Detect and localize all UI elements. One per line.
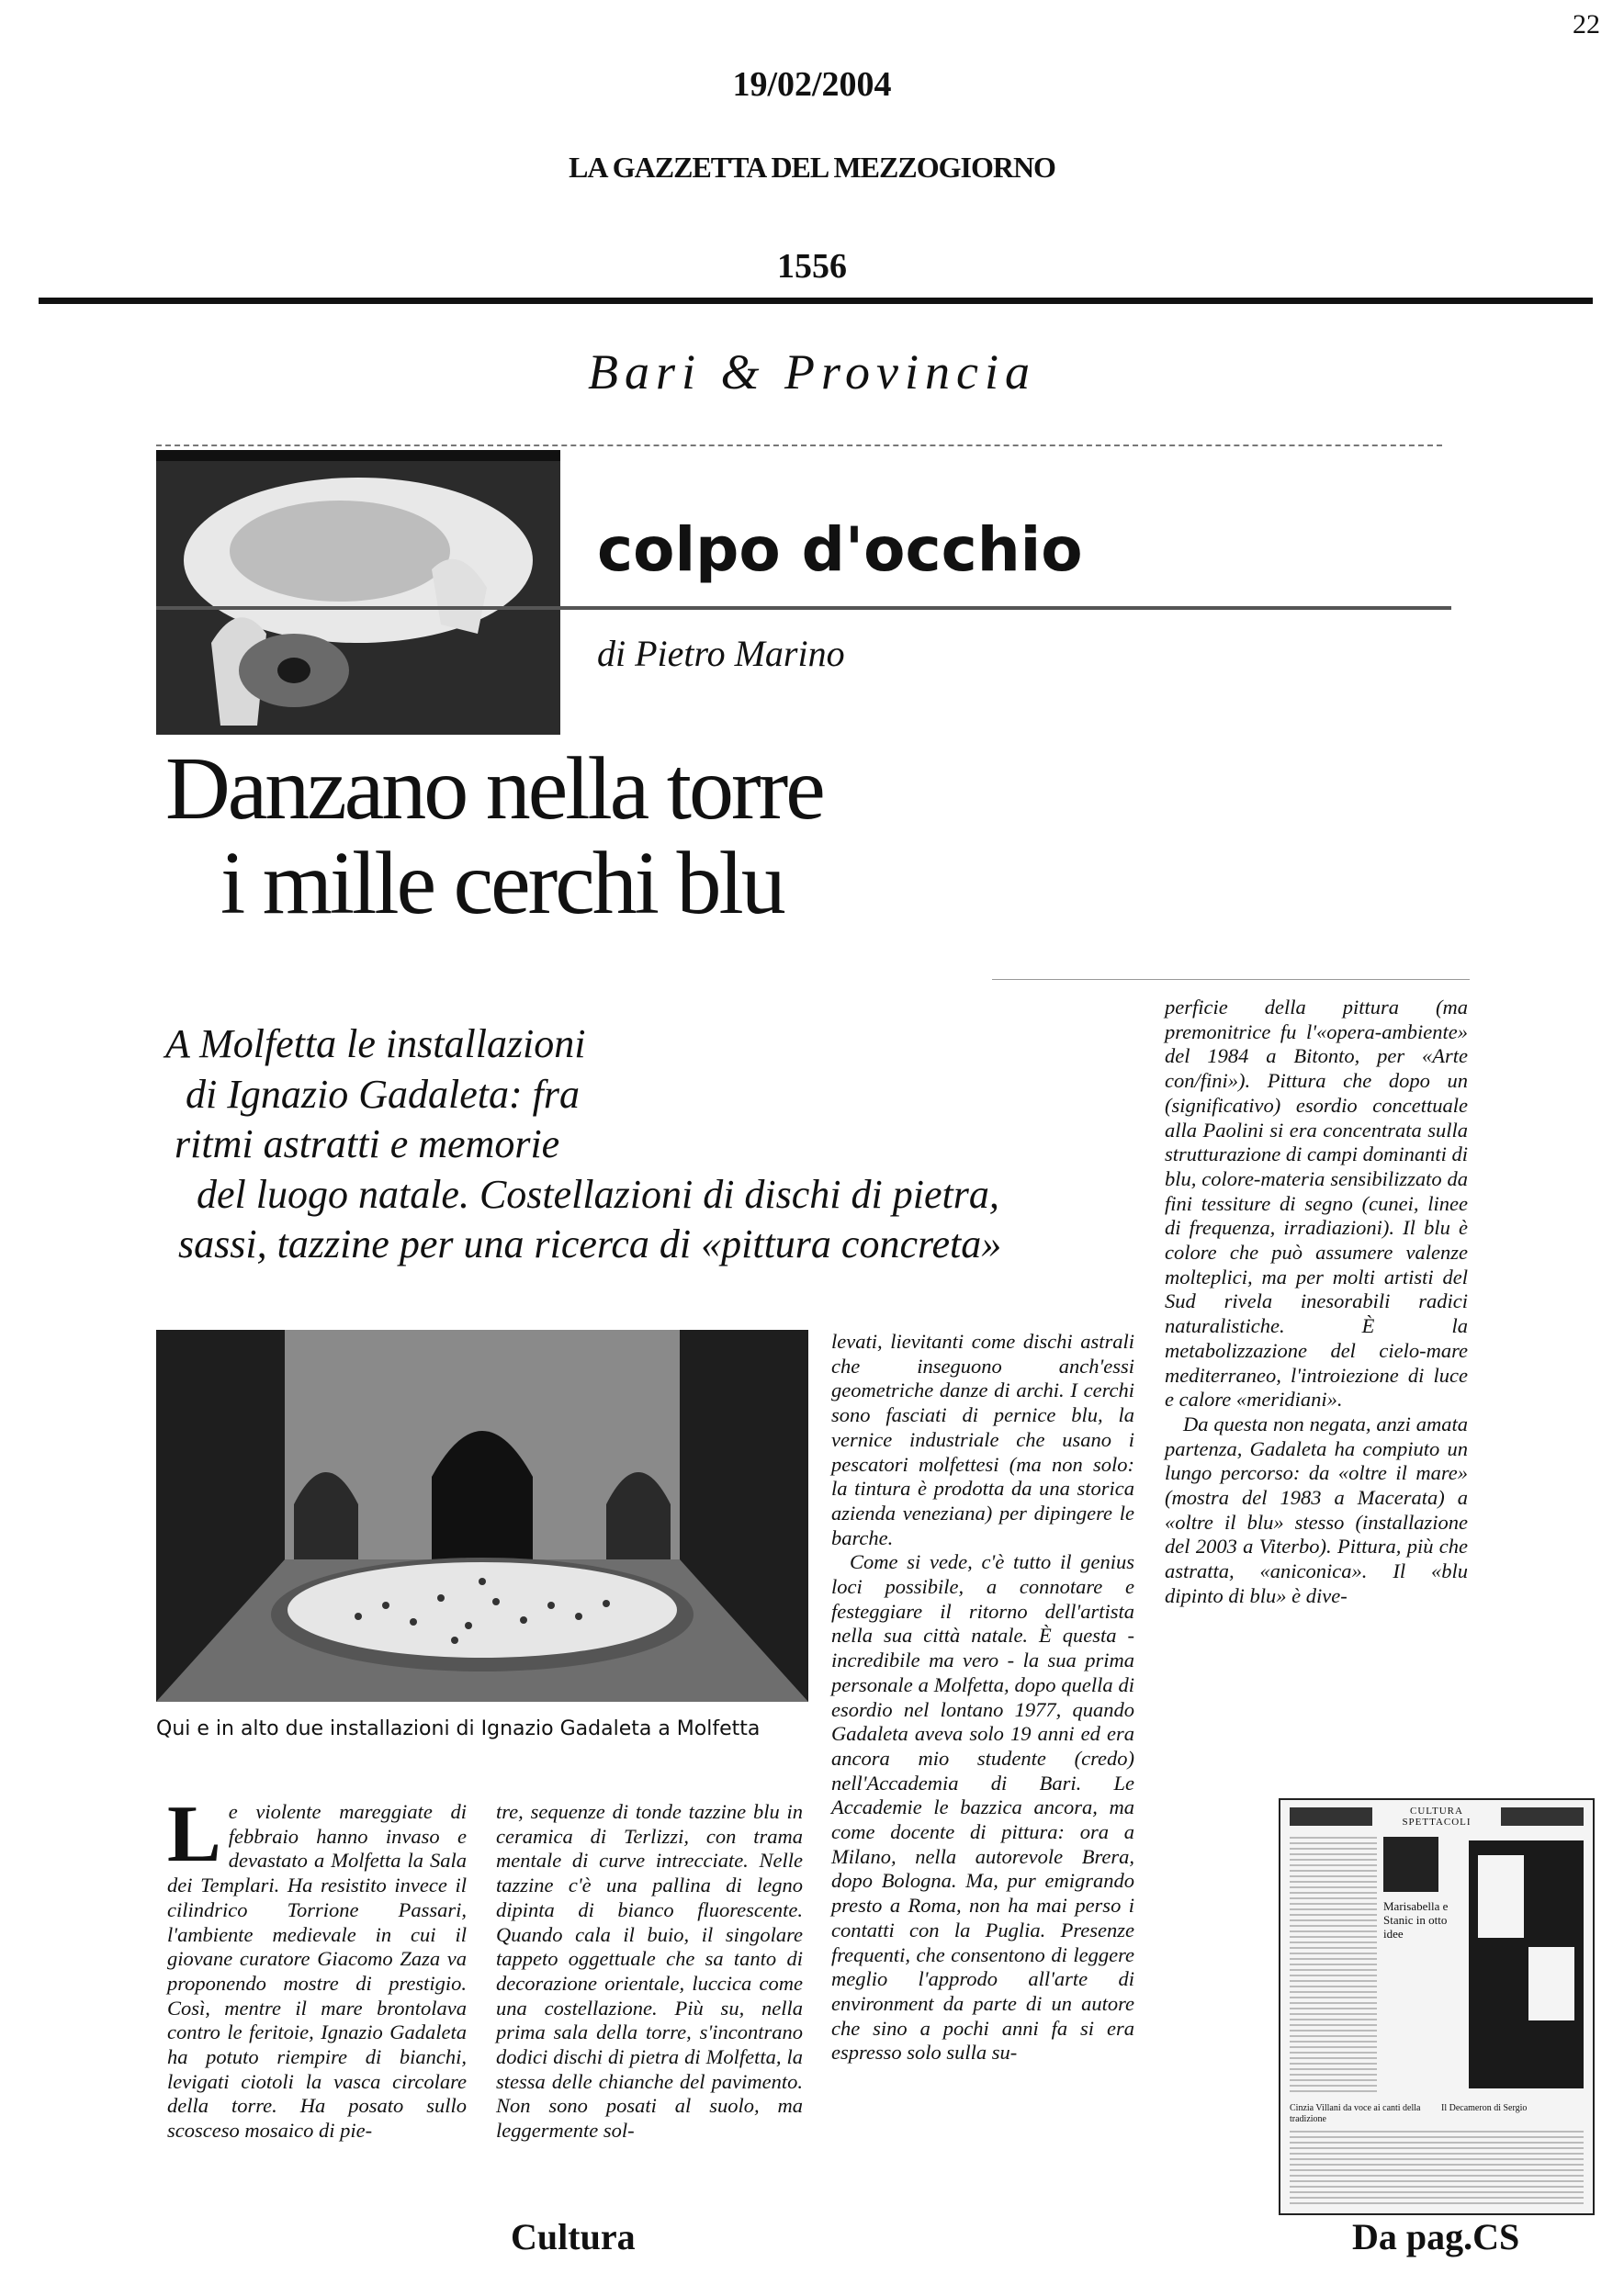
column-3-paragraph-1: levati, lievitanti come dischi astrali che inseguono anch'essi geometriche danze di archi. I cerchi sono fasciati di pernice blu, la vernice industriale che usano i pescatori molfettesi (ma non solo: la tintura è prodotta da una storica azienda veneziana) per dipingere le barche.	[831, 1330, 1134, 1549]
page-number: 22	[1573, 9, 1600, 39]
headline-line-1: Danzano nella torre	[165, 739, 823, 838]
thumbnail-text-column	[1290, 1837, 1377, 2094]
thumbnail-bottom-text	[1290, 2131, 1584, 2204]
article-column-4	[1165, 996, 1468, 1609]
footer-source: Da pag.CS	[1352, 2216, 1520, 2257]
section-title: Bari & Provincia	[588, 344, 1036, 400]
thumbnail-headline-2: Cinzia Villani da voce ai canti della tradizione	[1290, 2103, 1421, 2124]
subtitle-line: A Molfetta le installazioni	[165, 1021, 586, 1066]
right-column-rule	[992, 979, 1470, 980]
article-headline	[165, 739, 823, 933]
rubric-illustration-graphic	[156, 450, 560, 735]
thumbnail-headline-3: Il Decameron di Sergio	[1441, 2103, 1528, 2113]
issue-number: 1556	[777, 247, 847, 286]
rubric-top-rule	[156, 445, 1442, 446]
subtitle-line: sassi, tazzine per una ricerca di «pittura concreta»	[178, 1221, 1002, 1267]
column-2-text: tre, sequenze di tonde tazzine blu in ceramica di Terlizzi, con trama mentale di curve intrecciate. Nelle tazzine c'è una pallina di legno dipinta di bianco fluorescente. Quando cala il buio, il singolare tappeto oggettuale che sa tanto di decorazione orientale, luccica come una costellazione. Più su, nella prima sala della torre, s'incontrano dodici dischi di pietra di Molfetta, la stessa delle chianche del pavimento. Non sono posati al suolo, ma leggermente sol-	[496, 1800, 803, 2143]
photo-caption: Qui e in alto due installazioni di Ignazio Gadaleta a Molfetta	[156, 1717, 761, 1740]
installation-photo	[156, 1330, 808, 1702]
subtitle-line: del luogo natale. Costellazioni di dischi di pietra,	[197, 1171, 999, 1217]
rubric-title: colpo d'occhio	[597, 514, 1083, 585]
footer-section: Cultura	[511, 2216, 636, 2257]
column-1-text: e violente mareggiate di febbraio hanno invaso e devastato a Molfetta la Sala dei Templari. Ha resistito invece il cilindrico Torrione Passari, l'ambiente medievale in cui il giovane curatore Giacomo Zaza va proponendo mostre di prestigio. Così, mentre il mare brontolava contro le feritoie, Ignazio Gadaleta ha potuto riempire di bianchi, levigati ciotoli la vasca circolare della torre. Ha posato sullo scosceso mosaico di pie-	[167, 1800, 467, 2143]
column-4-paragraph-2: Da questa non negata, anzi amata partenza, Gadaleta ha compiuto un lungo percorso: da «oltre il mare» (mostra del 1983 a Macerata) a «oltre il blu» stesso (installazione del 2003 a Viterbo). Pittura, più che astratta, «aniconica». Il «blu dipinto di blu» è dive-	[1165, 1412, 1468, 1607]
drop-cap: L	[167, 1790, 221, 1879]
newspaper-name: LA GAZZETTA DEL MEZZOGIORNO	[569, 151, 1055, 184]
rubric-rule	[156, 606, 1451, 610]
column-3-paragraph-2: Come si vede, c'è tutto il genius loci possibile, a connotare e festeggiare il ritorno dell'artista nella sua città natale. È questa - incredibile ma vero - la sua prima personale a Molfetta, dopo quella di esordio nel lontano 1977, quando Gadaleta aveva solo 19 anni ed era ancora mio studente (credo) nell'Accademia di Bari. Le Accademie le bazzica ancora, ma come docente di pittura: ora a Milano, nella autorevole Brera, dopo Bologna. Ma, pur emigrando presto a Roma, non ha mai perso i contatti con la Puglia. Presenze frequenti, che consentono di leggere meglio l'approdo all'arte di environment da parte di un autore che sino a pochi anni fa si era espresso solo sulla su-	[831, 1550, 1134, 2065]
subtitle-line: di Ignazio Gadaleta: fra	[186, 1071, 580, 1117]
article-byline: di Pietro Marino	[597, 633, 845, 674]
thumbnail-masthead-right	[1501, 1807, 1584, 1826]
thumbnail-section-label: CULTURA SPETTACOLI	[1402, 1806, 1472, 1828]
column-4-paragraph-1: perficie della pittura (ma premonitrice fu l'«opera-ambiente» del 1984 a Bitonto, per «Arte con/fini»). Pittura che dopo un (significativo) esordio concettuale alla Paolini si era concentrata sulla strutturazione di campi dominanti di blu, colore-materia sensibilizzato da fini tessiture di segno (cunei, linee di frequenza, irradiazioni). Il blu è colore che può assumere valenze molteplici, ma per molti artisti del Sud rivela inesorabili radici naturalistiche. È la metabolizzazione del cielo-mare mediterraneo, l'introiezione di luce e calore «meridiani».	[1165, 996, 1469, 1412]
clipping-date: 19/02/2004	[732, 65, 892, 104]
thumbnail-photo	[1383, 1837, 1438, 1892]
header-rule	[39, 298, 1593, 304]
subtitle-line: ritmi astratti e memorie	[175, 1121, 560, 1167]
article-column-1	[167, 1790, 467, 2144]
thumbnail-block-cutout	[1478, 1855, 1524, 1938]
thumbnail-masthead-left	[1290, 1807, 1372, 1826]
headline-line-2: i mille cerchi blu	[220, 833, 784, 933]
installation-photo-graphic	[156, 1330, 808, 1702]
rubric-illustration	[156, 450, 560, 735]
page-thumbnail	[1279, 1798, 1595, 2215]
article-column-2	[496, 1800, 803, 2144]
article-column-3	[831, 1330, 1134, 2065]
thumbnail-headline-1: Marisabella e Stanic in otto idee	[1383, 1899, 1449, 1941]
thumbnail-block-cutout	[1528, 1947, 1574, 2020]
article-subtitle	[165, 1019, 1176, 1270]
